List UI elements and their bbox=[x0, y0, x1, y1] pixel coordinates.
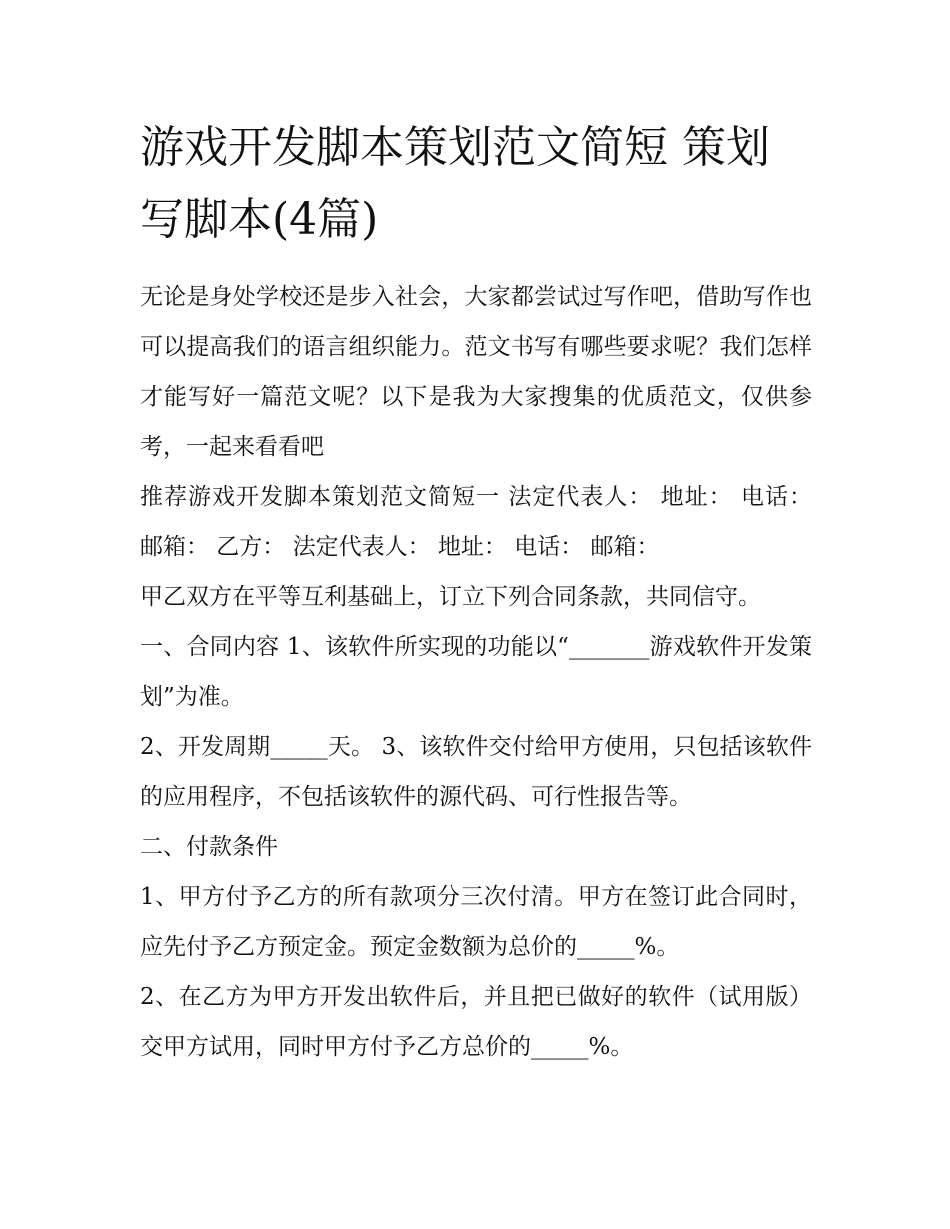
contract-content-paragraph: 一、合同内容 1、该软件所实现的功能以“_______游戏软件开发策划”为准。 bbox=[140, 634, 812, 710]
payment-heading: 二、付款条件 bbox=[140, 834, 278, 860]
document-title: 游戏开发脚本策划范文简短 策划写脚本(4篇) bbox=[140, 122, 770, 245]
payment-clause-1: 1、甲方付予乙方的所有款项分三次付清。甲方在签订此合同时，应先付予乙方预定金。预定金数额为总价的_____%。 bbox=[140, 884, 812, 960]
document-page bbox=[140, 112, 812, 1072]
payment-clause-2: 2、在乙方为甲方开发出软件后，并且把已做好的软件（试用版）交甲方试用，同时甲方付予乙方总价的_____%。 bbox=[140, 984, 812, 1060]
agreement-paragraph: 甲乙双方在平等互利基础上，订立下列合同条款，共同信守。 bbox=[140, 584, 761, 610]
development-period-paragraph: 2、开发周期_____天。 3、该软件交付给甲方使用，只包括该软件的应用程序，不包括该软件的源代码、可行性报告等。 bbox=[140, 734, 812, 810]
party-info-paragraph: 推荐游戏开发脚本策划范文简短一 法定代表人： 地址： 电话： 邮箱： 乙方： 法定代表人： 地址： 电话： 邮箱： bbox=[140, 484, 812, 560]
intro-paragraph: 无论是身处学校还是步入社会，大家都尝试过写作吧，借助写作也可以提高我们的语言组织能力。范文书写有哪些要求呢？我们怎样才能写好一篇范文呢？以下是我为大家搜集的优质范文，仅供参考，一起来看看吧 bbox=[140, 284, 812, 460]
